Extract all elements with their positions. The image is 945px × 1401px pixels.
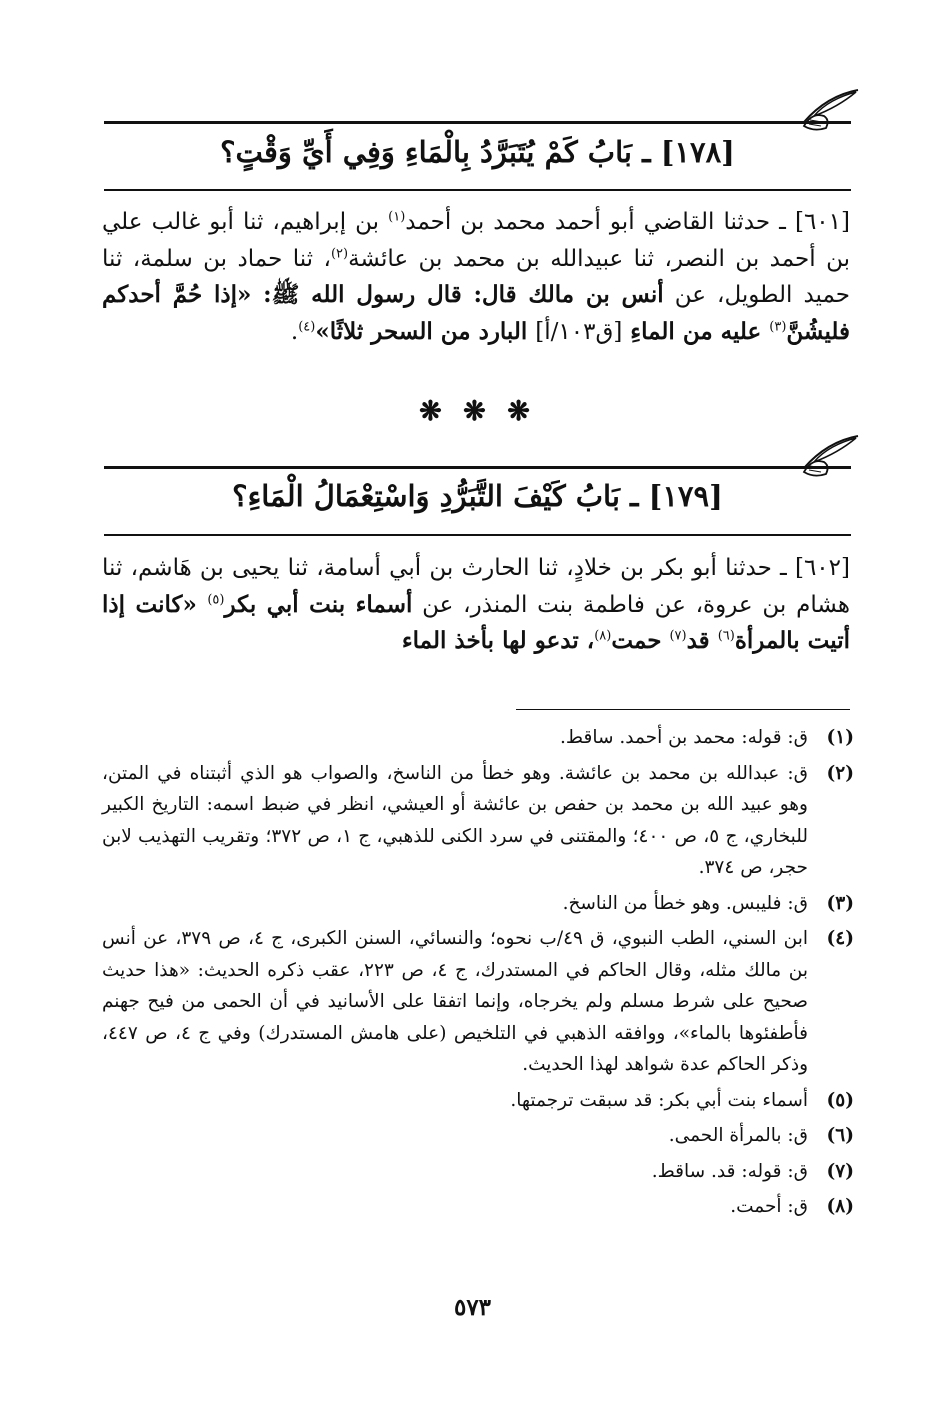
footnote-number: (١) (826, 727, 854, 748)
chapter-top-rule (104, 466, 851, 469)
chapter-title: [١٧٩] ـ بَابُ كَيْفَ التَّبَرُّدِ وَاسْتِعْمَالُ الْمَاءِ؟ (232, 479, 723, 513)
hadith-number: [٦٠١] (794, 209, 850, 235)
footnote-ref: (٤) (298, 318, 316, 334)
page-number: ٥٧٣ (453, 1294, 492, 1321)
hadith-matn: ، تدعو لها بأخذ الماء (401, 627, 595, 654)
hadith-text: بن إبراهيم، ثنا أبو غالب علي بن أحمد بن النصر، ثنا عبيدالله بن محمد بن عائشة (102, 209, 850, 272)
footnote-text: ق: أحمت. (730, 1196, 808, 1217)
footnote-number: (٣) (826, 892, 854, 914)
section-separator: ❋ ❋ ❋ (419, 396, 536, 427)
footnote-item (102, 1156, 854, 1188)
footnote-number: (٧) (826, 1160, 854, 1182)
hadith-matn: البارد من السحر ثلاثًا» (315, 317, 536, 345)
hadith-number: [٦٠٢] (794, 555, 850, 581)
hadith-text: . (290, 318, 299, 345)
hadith-paragraph (102, 204, 850, 350)
hadith-text: ـ حدثنا أبو بكر بن خلادٍ، ثنا الحارث بن أبي أسامة، ثنا يحيى بن هَاشم، ثنا هشام بن عروة، عن فاطمة بنت المنذر، عن (102, 555, 850, 618)
footnote-separator (516, 709, 850, 710)
hadith-matn: أسماء بنت أبي بكر (224, 590, 413, 618)
hadith-matn: أنس بن مالك قال: قال رسول الله ﷺ: «إذا حُمَّ أحدكم فليشُنَّ (102, 281, 850, 345)
footnote-ref: (٥) (207, 591, 225, 607)
hadith-matn: عليه من الماءِ (622, 317, 770, 345)
hadith-matn: قد (686, 627, 718, 654)
footnote-item (102, 1120, 854, 1152)
chapter-bottom-rule (104, 534, 851, 536)
hadith-text: ، ثنا حماد بن سلمة، ثنا حميد الطويل، عن (102, 245, 850, 308)
hadith-paragraph (102, 550, 850, 660)
footnote-item (102, 758, 854, 884)
footnote-ref: (٨) (594, 628, 612, 644)
chapter-top-rule (104, 121, 851, 124)
chapter-title: [١٧٨] ـ بَابُ كَمْ يُتَبَرَّدُ بِالْمَاءِ وَفِي أَيِّ وَقْتٍ؟ (220, 135, 735, 169)
footnote-number: (٤) (826, 928, 854, 949)
footnote-text: ق: فليبس. وهو خطأ من الناسخ. (562, 892, 808, 914)
footnote-item (102, 1191, 854, 1223)
footnote-ref: (٢) (330, 245, 349, 261)
footnote-number: (٦) (826, 1125, 854, 1146)
footnote-item (102, 722, 854, 754)
footnote-ref: (٣) (769, 318, 787, 334)
hadith-text: ـ حدثنا القاضي أبو أحمد محمد بن أحمد (405, 209, 795, 235)
hadith-matn: حمت (611, 627, 670, 654)
footnote-ref: (١) (388, 209, 406, 225)
footnote-ref: (٧) (669, 628, 687, 644)
hadith-matn: «كانت إذا أتيت بالمرأة (102, 590, 850, 654)
footnote-text: ق: قوله: قد. ساقط. (651, 1160, 808, 1182)
footnote-text: ق: قوله: محمد بن أحمد. ساقط. (560, 727, 808, 748)
manuscript-ref: [ق١٠٣/أ] (535, 318, 623, 345)
footnote-text: ابن السني، الطب النبوي، ق ٤٩/ب نحوه؛ والنسائي، السنن الكبرى، ج ٤، ص ٣٧٩، عن أنس بن مالك مثله، وقال الحاكم في المستدرك، ج ٤، ص ٢٢٣، عقب ذكره الحديث: «هذا حديث صحيح على شرط مسلم ولم يخرجاه، وإنما اتفقا على الأسانيد في أن الحمى من فيح جهنم فأطفئوها بالماء»، ووافقه الذهبي في التلخيص (على هامش المستدرك) وفي ج ٤، ص ٤٤٧، وذكر الحاكم عدة شواهد لهذا الحديث. (102, 928, 809, 1075)
footnote-number: (٨) (826, 1196, 854, 1217)
footnote-item (102, 1085, 854, 1117)
footnote-number: (٢) (826, 762, 854, 784)
chapter-bottom-rule (104, 189, 851, 191)
footnote-text: أسماء بنت أبي بكر: قد سبقت ترجمتها. (510, 1089, 808, 1111)
footnotes (102, 722, 854, 1227)
footnote-number: (٥) (826, 1089, 854, 1111)
footnote-text: ق: بالمرأة الحمى. (668, 1125, 808, 1146)
footnote-ref: (٦) (717, 628, 735, 644)
quill-hand-icon (800, 432, 862, 478)
footnote-item (102, 888, 854, 920)
quill-hand-icon (800, 86, 862, 132)
footnote-item (102, 923, 854, 1081)
footnote-text: ق: عبدالله بن محمد بن عائشة. وهو خطأ من الناسخ، والصواب هو الذي أثبتناه في المتن، وهو عبيد الله بن محمد بن حفص بن عائشة أو العيشي، انظر في ضبط اسمه: التاريخ الكبير للبخاري، ج ٥، ص ٤٠٠؛ والمقتنى في سرد الكنى للذهبي، ج ١، ص ٣٧٢؛ وتقريب التهذيب لابن حجر، ص ٣٧٤. (102, 762, 808, 878)
